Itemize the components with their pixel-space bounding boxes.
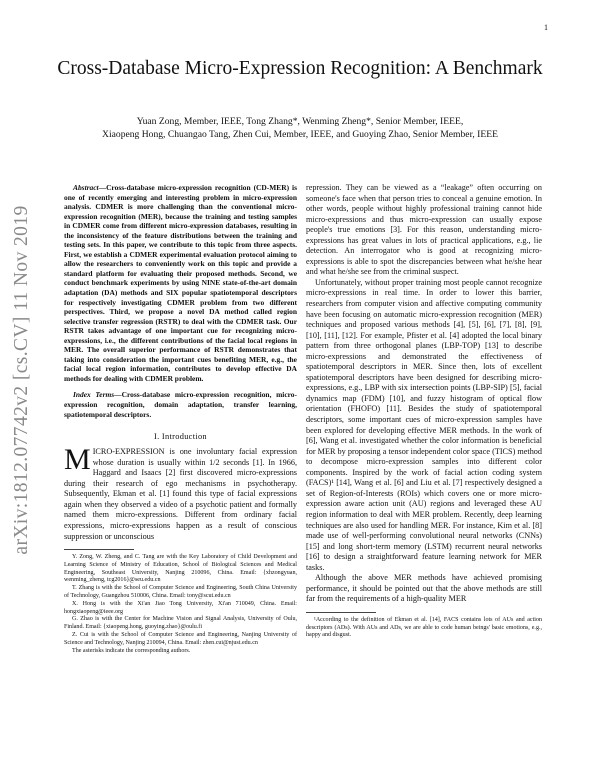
- footnote-divider: [64, 549, 134, 550]
- author-list: [40, 115, 560, 141]
- body-paragraph: Although the above MER methods have achieved promising performance, it should be pointed out that the above methods are still far from the requirements of a high-quality MER: [306, 573, 542, 604]
- index-terms-lead: Index Terms: [73, 390, 115, 400]
- intro-paragraph-1-text: ICRO-EXPRESSION is one involuntary facial expression whose duration is usually within 1/2 seconds [1]. In 1966, Haggard and Isaacs [2] first discovered micro-expressions during their research of ego mechanisms in psychotherapy. Subsequently, Ekman et al. [1] found this type of facial expressions again when they observed a video of a psychotic patient and formally named them micro-expressions. Different from ordinary facial expressions, micro-expressions happen as a result of conscious suppression or unconscious: [64, 447, 297, 541]
- arxiv-identifier: arXiv:1812.07742v2 [cs.CV] 11 Nov 2019: [11, 205, 32, 555]
- affiliation-note: Z. Cui is with the School of Computer Science and Engineering, Nanjing University of Science and Technology, Nanjing 210094, China. Email: zhen.cui@njust.edu.cn: [64, 632, 297, 646]
- section-heading-introduction: I. Introduction: [154, 432, 207, 442]
- abstract: [64, 183, 297, 383]
- left-column: [64, 183, 297, 655]
- abstract-text: —Cross-database micro-expression recognition (CD-MER) is one of recently emerging and interesting problem in micro-expression analysis. CDMER is more challenging than the conventional micro-expression recognition (MER), because the training and testing samples in CDMER come from different micro-expression databases, resulting in the inconsistency of the feature distributions between the training and testing sets. In this paper, we contribute to this topic from three aspects. First, we establish a CDMER experimental evaluation protocol aiming to allow the researchers to conveniently work on this topic and provide a standard platform for evaluating their proposed methods. Second, we conduct benchmark experiments by using NINE state-of-the-art domain adaptation (DA) methods and SIX popular spatiotemporal descriptors for respectively investigating CDMER problem from two different perspectives. Third, we propose a novel DA method called region selective transfer regression (RSTR) to deal with the CDMER task. Our RSTR takes advantage of one important cue for recognizing micro-expressions, i.e., the different contributions of the facial local regions in MER. The overall superior performance of RSTR demonstrates that taking into consideration the important cues benefiting MER, e.g., the facial local region information, contributes to develop effective DA methods for dealing with CDMER problem.: [64, 183, 297, 383]
- index-terms-text: —Cross-database micro-expression recognition, micro-expression recognition, domain adaptation, transfer learning, spatiotemporal descriptors.: [64, 390, 297, 419]
- right-column: [306, 183, 542, 640]
- paper-title: Cross-Database Micro-Expression Recognition: A Benchmark: [57, 58, 543, 79]
- body-paragraph: repression. They can be viewed as a “leakage” often occurring on someone's face when that person tries to conceal a genuine emotion. In other words, people without highly professional training cannot hide micro-expressions and thus micro-expression can usually expose people's true emotions [3]. For this reason, understanding micro-expressions has great values in lots of practical applications, e.g., lie detection. An interrogator who is good at recognizing micro-expressions is able to spot the discrepancies between what he/she hear and what he/she see from the criminal suspect.: [306, 183, 542, 277]
- affiliation-note: G. Zhao is with the Center for Machine Vision and Signal Analysis, University of Oulu, Finland. Email: {xiaopeng.hong, guoying.zhao}@oulu.fi: [64, 616, 297, 631]
- arxiv-stamp: [4, 180, 40, 580]
- body-paragraph: Unfortunately, without proper training most people cannot recognize micro-expressions in real time. In order to lower this barrier, researchers from computer vision and affective computing community have been focusing on automatic micro-expression recognition (MER) techniques and proposed various methods [4], [5], [6], [7], [8], [9], [10], [11], [12]. For example, Pfister et al. [4] adopted the local binary pattern from three orthogonal planes (LBP-TOP) [13] to describe micro-expressions and demonstrated the effectiveness of spatiotemporal descriptors in MER. Since then, lots of excellent spatiotemporal descriptors have been designed for describing micro-expressions, e.g., LBP with six intersection points (LBP-SIP) [5], facial dynamics map (FDM) [10], and fuzzy histogram of optical flow orientation (FHOFO) [11]. Besides the study of spatiotemporal descriptors, some important cues of micro-expression samples have been explored for developing effective MER methods. In the work of [6], Wang et al. investigated whether the color information is beneficial for MER by proposing a tensor independent color space (TICS) method to decompose micro-expression samples into different color components. Inspired by the work of facial action coding system (FACS)¹ [14], Wang et al. [6] and Liu et al. [7] respectively designed a set of Region-of-Interests (ROIs) which covers one or more micro-expression aware action unit (AU) regions and leveraged these AU region information to deal with MER problem. Recently, deep learning techniques are also used for handling MER. For instance, Kim et al. [8] made use of well-performing convolutional neural networks (CNNs) [15] and long short-term memory (LSTM) recurrent neural networks [16] to design a straightforward feature learning network for MER tasks.: [306, 277, 542, 572]
- footnote-divider: [306, 612, 376, 613]
- abstract-lead: Abstract: [73, 183, 99, 192]
- footnote: ¹According to the definition of Ekman et al. [14], FACS contains lots of AUs and action descriptors (ADs). With AUs and ADs, we are able to code human beings' basic emotions, e.g., happy and disgust.: [306, 616, 542, 639]
- affiliation-note: Y. Zong, W. Zheng, and C. Tang are with the Key Laboratory of Child Development and Learning Science of Ministry of Education, School of Biological Sciences and Medical Engineering, Southeast University, Nanjing 210096, China. Email: {xhzongyuan, wenming_zheng, tcg2016}@seu.edu.cn: [64, 554, 297, 584]
- corresponding-author-note: The asterisks indicate the corresponding authors.: [72, 647, 191, 654]
- index-terms: [64, 390, 297, 419]
- page-number: 1: [544, 23, 548, 32]
- author-line-2: Xiaopeng Hong, Chuangao Tang, Zhen Cui, Member, IEEE, and Guoying Zhao, Senior Member, IEEE: [102, 129, 498, 140]
- intro-paragraph-1: [64, 443, 297, 542]
- affiliation-note: T. Zhang is with the School of Computer Science and Engineering, South China University of Technology, Guangzhou 510006, China. Email: tony@scut.edu.cn: [64, 585, 297, 600]
- author-line-1: Yuan Zong, Member, IEEE, Tong Zhang*, Wenming Zheng*, Senior Member, IEEE,: [136, 116, 464, 127]
- affiliation-note: X. Hong is with the Xi'an Jiao Tong University, Xi'an 710049, China. Email: hongxiaopeng@ieee.org: [64, 600, 297, 615]
- drop-cap: M: [64, 443, 91, 477]
